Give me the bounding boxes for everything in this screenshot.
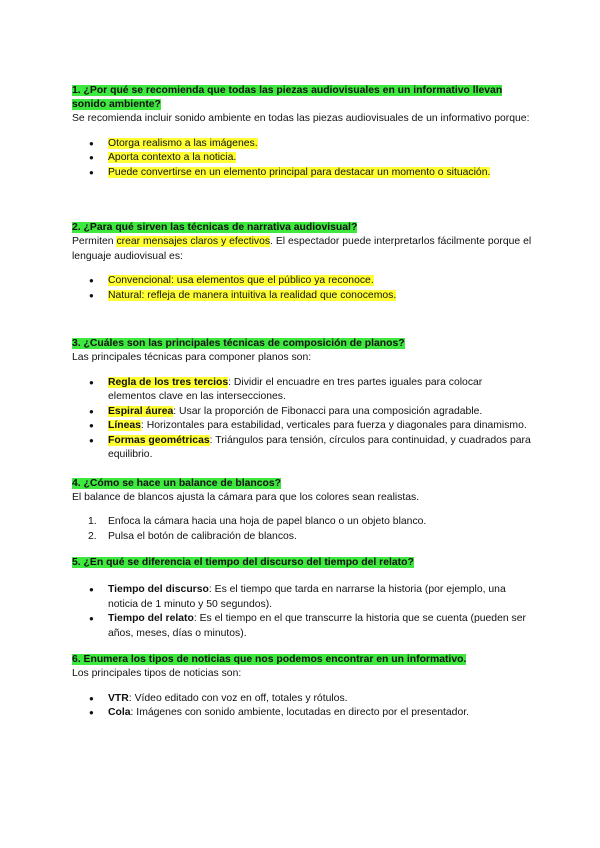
question-4: 4. ¿Cómo se hace un balance de blancos? xyxy=(72,477,282,489)
answer-list-1 xyxy=(72,137,532,181)
answer-list-2 xyxy=(72,274,532,303)
list-item: 2. Pulsa el botón de calibración de blancos. xyxy=(88,530,297,542)
answer-list-3 xyxy=(72,376,532,463)
answer-intro-6: Los principales tipos de noticias son: xyxy=(72,668,242,679)
answer-list-4 xyxy=(72,515,532,544)
list-item: ● Cola: Imágenes con sonido ambiente, locutadas en directo por el presentador. xyxy=(72,706,532,721)
list-item: ● Tiempo del relato: Es el tiempo en el que transcurre la historia que se cuenta (pueden ser años, meses, días o minutos). xyxy=(72,612,532,641)
question-2: 2. ¿Para qué sirven las técnicas de narrativa audiovisual? xyxy=(72,222,358,233)
list-item: ● Espiral áurea: Usar la proporción de Fibonacci para una composición agradable. xyxy=(72,405,532,420)
list-item: ● Natural: refleja de manera intuitiva la realidad que conocemos. xyxy=(72,289,532,304)
list-item: ● Líneas: Horizontales para estabilidad, verticales para fuerza y diagonales para dinamismo. xyxy=(72,419,532,434)
list-item: ● Regla de los tres tercios: Dividir el encuadre en tres partes iguales para colocar elementos clave en las intersecciones. xyxy=(72,376,532,405)
question-6: 6. Enumera los tipos de noticias que nos podemos encontrar en un informativo. xyxy=(72,654,467,665)
answer-intro-4: El balance de blancos ajusta la cámara para que los colores sean realistas. xyxy=(72,491,420,503)
answer-list-5 xyxy=(72,583,532,641)
list-item: ● Otorga realismo a las imágenes. xyxy=(72,137,532,152)
question-5: 5. ¿En qué se diferencia el tiempo del discurso del tiempo del relato? xyxy=(72,557,414,568)
list-item: ● Aporta contexto a la noticia. xyxy=(72,151,532,166)
list-item: 1. Enfoca la cámara hacia una hoja de papel blanco o un objeto blanco. xyxy=(88,516,427,527)
answer-intro-2: Permiten crear mensajes claros y efectivos. El espectador puede interpretarlos fácilmente porque el lenguaje audiovisual es: xyxy=(72,236,532,262)
list-item: ● VTR: Vídeo editado con voz en off, totales y rótulos. xyxy=(72,692,532,707)
list-item: ● Puede convertirse en un elemento principal para destacar un momento o situación. xyxy=(72,166,532,181)
document-page xyxy=(72,84,532,721)
list-item: ● Convencional: usa elementos que el público ya reconoce. xyxy=(72,274,532,289)
answer-list-6 xyxy=(72,692,532,721)
answer-intro-1: Se recomienda incluir sonido ambiente en todas las piezas audiovisuales de un informativo porque: xyxy=(72,113,530,124)
question-3: 3. ¿Cuáles son las principales técnicas de composición de planos? xyxy=(72,338,405,349)
list-item: ● Tiempo del discurso: Es el tiempo que tarda en narrarse la historia (por ejemplo, una noticia de 1 minuto y 50 segundos). xyxy=(72,583,532,612)
question-1: 1. ¿Por qué se recomienda que todas las piezas audiovisuales en un informativo llevan sonido ambiente? xyxy=(72,85,503,110)
answer-intro-3: Las principales técnicas para componer planos son: xyxy=(72,352,312,363)
list-item: ● Formas geométricas: Triángulos para tensión, círculos para continuidad, y cuadrados para equilibrio. xyxy=(72,434,532,463)
